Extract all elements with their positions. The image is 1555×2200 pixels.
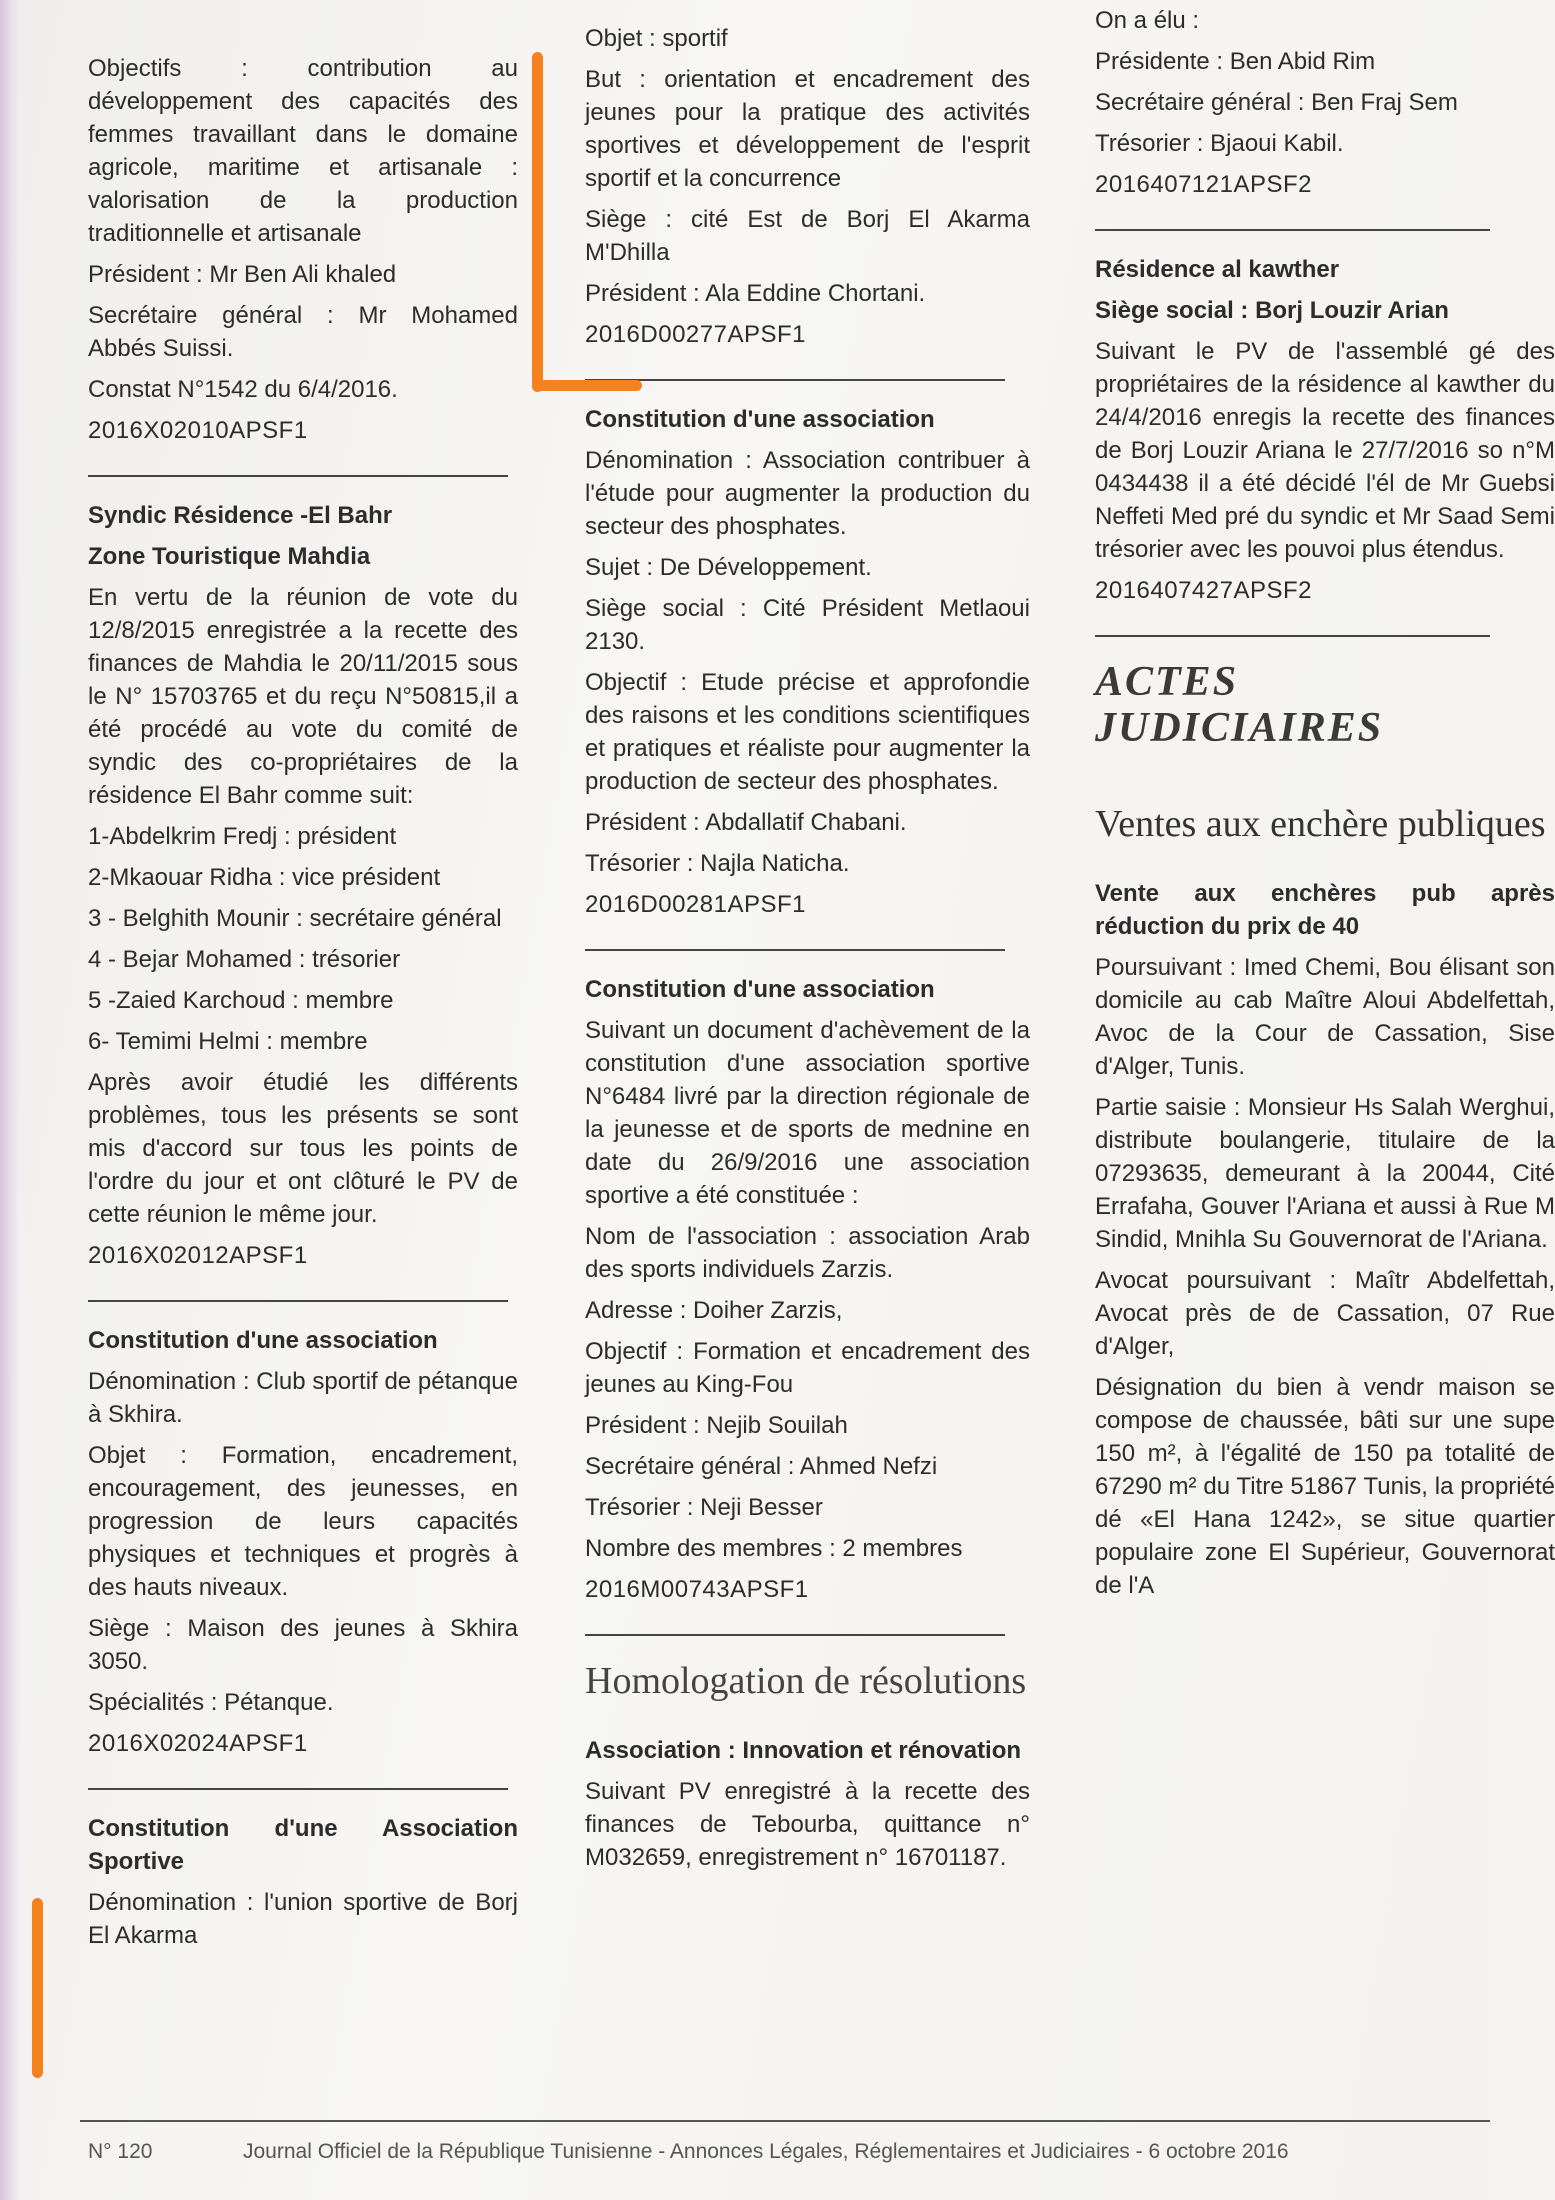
syndic-conclusion: Après avoir étudié les différents problèmes, tous les présents se sont mis d'accord sur tous les points de l'ordre du jour et ont clôturé le PV de cette réunion le même jour.: [88, 1069, 518, 1228]
homologation-body: Suivant PV enregistré à la recette des finances de Tebourba, quittance n° M032659, enregistrement n° 16701187.: [585, 1778, 1030, 1871]
elu-presidente: Présidente : Ben Abid Rim: [1095, 48, 1376, 75]
syndic-member-2: 2-Mkaouar Ridha : vice président: [88, 864, 441, 891]
petanque-objet: Objet : Formation, encadrement, encouragement, des jeunesses, en progression de leurs capacités physiques et techniques et progrès à des hauts niveaux.: [88, 1442, 518, 1601]
vente-designation: Désignation du bien à vendr maison se compose de chaussée, bâti sur une supe 150 m², à l'égalité de 150 pa totalité de 67290 m² du Titre 51867 Tunis, la propriété dé «El Hana 1242», se situe quartier populaire zone El Supérieur, Gouvernorat de l'A: [1095, 1374, 1555, 1599]
assoc-objectifs: Objectifs : contribution au développement des capacités des femmes travaillant dans le domaine agricole, maritime et artisanale : valorisation de la production traditionnelle et artisanale: [88, 55, 518, 247]
petanque-title: Constitution d'une association: [88, 1327, 438, 1354]
petanque-denomination: Dénomination : Club sportif de pétanque à Skhira.: [88, 1368, 518, 1428]
sportif-but: But : orientation et encadrement des jeunes pour la pratique des activités sportives et développement de l'esprit sportif et la concurrence: [585, 66, 1030, 192]
actes-heading: ACTES: [1095, 659, 1239, 705]
syndic-member-1: 1-Abdelkrim Fredj : président: [88, 823, 397, 850]
assoc-president: Président : Mr Ben Ali khaled: [88, 261, 397, 288]
kawther-code: 2016407427APSF2: [1095, 577, 1313, 604]
divider: [88, 1300, 508, 1302]
sportive-title: Constitution d'une Association Sportive: [88, 1815, 518, 1875]
judiciaires-heading: JUDICIAIRES: [1095, 705, 1384, 751]
vente-partie: Partie saisie : Monsieur Hs Salah Werghui, distribute boulangerie, titulaire de la 07293635, demeurant à la 20044, Cité Errafaha, Gouver l'Ariana et aussi à Rue M Sindid, Mnihla Su Gouvernorat de l'Ariana.: [1095, 1094, 1555, 1253]
highlight-mark: [32, 1898, 43, 2078]
divider: [1095, 635, 1490, 637]
zarzis-objectif: Objectif : Formation et encadrement des jeunes au King-Fou: [585, 1338, 1030, 1398]
page-number: N° 120: [88, 2140, 153, 2163]
elu-code: 2016407121APSF2: [1095, 171, 1313, 198]
divider: [88, 475, 508, 477]
ventes-heading: Ventes aux enchère publiques: [1095, 803, 1546, 845]
syndic-subtitle: Zone Touristique Mahdia: [88, 543, 371, 570]
phosphates-code: 2016D00281APSF1: [585, 891, 806, 918]
zarzis-adresse: Adresse : Doiher Zarzis,: [585, 1297, 843, 1324]
petanque-specialites: Spécialités : Pétanque.: [88, 1689, 334, 1716]
syndic-body: En vertu de la réunion de vote du 12/8/2015 enregistrée a la recette des finances de Mahdia le 20/11/2015 sous le N° 15703765 et du reçu N°50815,il a été procédé au vote du comité de syndic des co-propriétaires de la résidence El Bahr comme suit:: [88, 584, 518, 809]
syndic-member-6: 6- Temimi Helmi : membre: [88, 1028, 368, 1055]
kawther-title: Résidence al kawther: [1095, 256, 1340, 283]
highlight-mark: [532, 380, 642, 391]
vente-poursuivant: Poursuivant : Imed Chemi, Bou élisant son domicile au cab Maître Aloui Abdelfettah, Avoc de la Cour de Cassation, Sise d'Alger, Tunis.: [1095, 954, 1555, 1080]
phosphates-sujet: Sujet : De Développement.: [585, 554, 872, 581]
divider: [585, 379, 1005, 381]
syndic-member-5: 5 -Zaied Karchoud : membre: [88, 987, 394, 1014]
petanque-siege: Siège : Maison des jeunes à Skhira 3050.: [88, 1615, 518, 1675]
elu-secretaire: Secrétaire général : Ben Fraj Sem: [1095, 89, 1458, 116]
syndic-member-4: 4 - Bejar Mohamed : trésorier: [88, 946, 401, 973]
phosphates-president: Président : Abdallatif Chabani.: [585, 809, 907, 836]
journal-title: Journal Officiel de la République Tunisienne - Annonces Légales, Réglementaires et Judiciaires - 6 octobre 2016: [243, 2140, 1289, 2163]
zarzis-tresorier: Trésorier : Neji Besser: [585, 1494, 823, 1521]
zarzis-nom: Nom de l'association : association Arab des sports individuels Zarzis.: [585, 1223, 1030, 1283]
highlight-mark: [532, 52, 543, 392]
petanque-code: 2016X02024APSF1: [88, 1730, 308, 1757]
syndic-title: Syndic Résidence -El Bahr: [88, 502, 393, 529]
homologation-assoc: Association : Innovation et rénovation: [585, 1737, 1022, 1764]
footer-divider: [80, 2120, 1490, 2122]
elu-intro: On a élu :: [1095, 7, 1200, 34]
assoc-code: 2016X02010APSF1: [88, 417, 308, 444]
homologation-title: Homologation de résolutions: [585, 1660, 1027, 1702]
zarzis-secretaire: Secrétaire général : Ahmed Nefzi: [585, 1453, 938, 1480]
kawther-siege: Siège social : Borj Louzir Arian: [1095, 297, 1449, 324]
zarzis-membres: Nombre des membres : 2 membres: [585, 1535, 963, 1562]
syndic-member-3: 3 - Belghith Mounir : secrétaire général: [88, 905, 502, 932]
page-edge-shadow: [0, 0, 20, 2200]
sportive-denomination: Dénomination : l'union sportive de Borj El Akarma: [88, 1889, 518, 1949]
divider: [1095, 229, 1490, 231]
zarzis-title: Constitution d'une association: [585, 976, 935, 1003]
phosphates-objectif: Objectif : Etude précise et approfondie des raisons et les conditions scientifiques et pratiques et réaliste pour augmenter la production de secteur des phosphates.: [585, 669, 1030, 795]
column-right: [1095, 4, 1555, 1610]
sportif-president: Président : Ala Eddine Chortani.: [585, 280, 926, 307]
phosphates-denomination: Dénomination : Association contribuer à l'étude pour augmenter la production du secteur des phosphates.: [585, 447, 1030, 540]
column-left: [88, 52, 518, 1960]
assoc-constat: Constat N°1542 du 6/4/2016.: [88, 376, 398, 403]
syndic-code: 2016X02012APSF1: [88, 1242, 308, 1269]
vente-avocat: Avocat poursuivant : Maîtr Abdelfettah, Avocat près de de Cassation, 07 Rue d'Alger,: [1095, 1267, 1555, 1360]
sportif-siege: Siège : cité Est de Borj El Akarma M'Dhilla: [585, 206, 1030, 266]
phosphates-tresorier: Trésorier : Najla Naticha.: [585, 850, 850, 877]
column-middle: [585, 22, 1030, 1882]
sportif-objet: Objet : sportif: [585, 25, 728, 52]
divider: [585, 1634, 1005, 1636]
divider: [88, 1788, 508, 1790]
assoc-secretaire: Secrétaire général : Mr Mohamed Abbés Suissi.: [88, 302, 518, 362]
zarzis-president: Président : Nejib Souilah: [585, 1412, 848, 1439]
zarzis-code: 2016M00743APSF1: [585, 1576, 809, 1603]
elu-tresorier: Trésorier : Bjaoui Kabil.: [1095, 130, 1344, 157]
phosphates-title: Constitution d'une association: [585, 406, 935, 433]
kawther-body: Suivant le PV de l'assemblé gé des propriétaires de la résidence al kawther du 24/4/2016 enregis la recette des finances de Borj Louzir Ariana le 27/7/2016 so n°M 0434438 il a été décidé l'él de Mr Guebsi Neffeti Med pré du syndic et Mr Saad Semi trésorier avec les pouvoi plus étendus.: [1095, 338, 1555, 563]
sportif-code: 2016D00277APSF1: [585, 321, 806, 348]
zarzis-body: Suivant un document d'achèvement de la constitution d'une association sportive N°6484 livré par la direction régionale de la jeunesse et de sports de mednine en date du 26/9/2016 une association sportive a été constituée :: [585, 1017, 1030, 1209]
divider: [585, 949, 1005, 951]
vente-title: Vente aux enchères pub après réduction du prix de 40: [1095, 880, 1555, 940]
phosphates-siege: Siège social : Cité Président Metlaoui 2130.: [585, 595, 1030, 655]
